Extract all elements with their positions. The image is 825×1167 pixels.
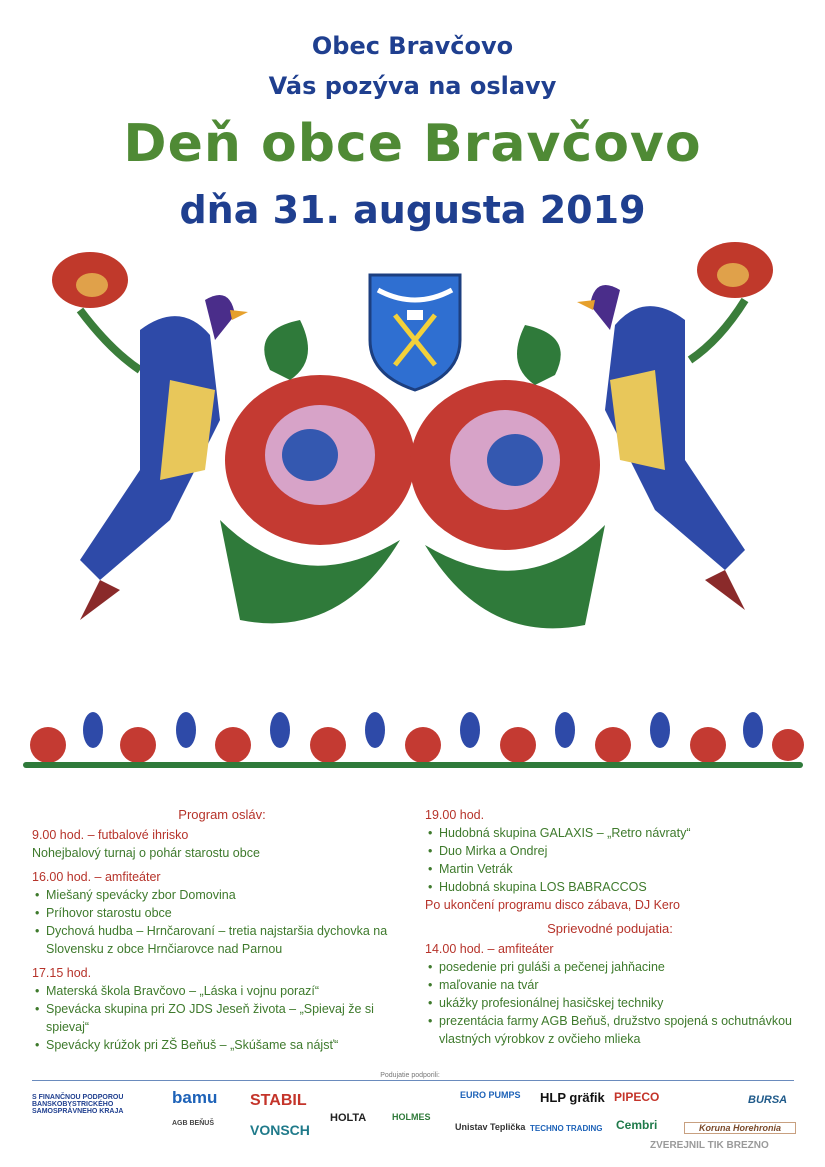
closing-line: Po ukončení programu disco zábava, DJ Kero	[425, 898, 680, 912]
sponsor-logo-technotrading: TECHNO TRADING	[530, 1124, 603, 1133]
block-4-item: • Hudobná skupina LOS BABRACCOS	[425, 878, 795, 896]
sponsor-logo-stabil: STABIL	[250, 1092, 307, 1109]
left-bird-flower	[52, 252, 415, 623]
block-3-item: • Spevácky krúžok pri ZŠ Beňuš – „Skúšame sa nájsť“	[32, 1036, 412, 1054]
sponsor-logo-holmes: HOLMES	[392, 1112, 431, 1122]
sponsor-logo-koruna: Koruna Horehronia	[684, 1122, 796, 1134]
sponsor-logo-hlp: HLP gräfik	[540, 1090, 605, 1105]
invite-line-1: Obec Bravčovo	[311, 32, 514, 60]
block-4-item: • Hudobná skupina GALAXIS – „Retro návraty“	[425, 824, 795, 842]
sponsor-logo-vonsch: VONSCH	[250, 1122, 310, 1138]
sponsors-divider	[32, 1080, 794, 1081]
program-left-column	[32, 806, 412, 1054]
sponsor-logo-bbsk: S FINANČNOU PODPOROU BANSKOBYSTRICKÉHO SAMOSPRÁVNEHO KRAJA	[32, 1094, 124, 1115]
sponsor-logo-cembri: Cembri	[616, 1118, 658, 1132]
right-bird-flower	[410, 242, 773, 628]
block-2-item: • Dychová hudba – Hrnčarovaní – tretia najstaršia dychovka na Slovensku z obce Hrnčiarovce nad Parnou	[32, 922, 412, 958]
sponsor-logo-bamu: bamu	[172, 1088, 218, 1107]
invite-line-2: Vás pozýva na oslavy	[268, 72, 557, 100]
side-event-item: • maľovanie na tvár	[425, 976, 795, 994]
block-4-item: • Duo Mirka a Ondrej	[425, 842, 795, 860]
sponsor-logo-pipeco: PIPECO	[614, 1090, 660, 1104]
sponsor-logo-bursa: BURSA	[748, 1094, 788, 1106]
block-3-item: • Spevácka skupina pri ZO JDS Jeseň života – „Spievaj že si spievaj“	[32, 1000, 412, 1036]
sponsor-logo-holta: HOLTA	[330, 1112, 367, 1124]
event-title: Deň obce Bravčovo	[123, 114, 702, 174]
program-title: Program osláv:	[178, 807, 266, 822]
block-1-line: Nohejbalový turnaj o pohár starostu obce	[32, 846, 260, 860]
block-2-item: • Miešaný spevácky zbor Domovina	[32, 886, 412, 904]
coat-of-arms	[370, 275, 460, 390]
side-events-time: 14.00 hod. – amfiteáter	[425, 942, 554, 956]
published-by-note: ZVEREJNIL TIK BREZNO	[650, 1140, 769, 1151]
program-right-column	[425, 806, 795, 1048]
embroidery-illustration	[20, 240, 805, 690]
block-1-time: 9.00 hod. – futbalové ihrisko	[32, 828, 189, 842]
event-date: dňa 31. augusta 2019	[179, 188, 646, 232]
side-events-title: Sprievodné podujatia:	[547, 921, 673, 936]
sponsor-logo-unistav: Unistav Teplička	[455, 1122, 526, 1132]
decorative-border	[18, 700, 808, 785]
block-4-item: • Martin Vetrák	[425, 860, 795, 878]
block-3-item: • Materská škola Bravčovo – „Láska i vojnu porazí“	[32, 982, 412, 1000]
block-3-time: 17.15 hod.	[32, 966, 92, 980]
sponsor-logo-europumps: EURO PUMPS	[460, 1090, 521, 1100]
side-event-item: • posedenie pri guláši a pečenej jahňacine	[425, 958, 795, 976]
sponsors-caption: Podujatie podporili:	[380, 1072, 440, 1079]
block-2-time: 16.00 hod. – amfiteáter	[32, 870, 161, 884]
block-2-item: • Príhovor starostu obce	[32, 904, 412, 922]
side-event-item: • ukážky profesionálnej hasičskej techniky	[425, 994, 795, 1012]
side-event-item: • prezentácia farmy AGB Beňuš, družstvo spojená s ochutnávkou vlastných výrobkov z ovčieho mlieka	[425, 1012, 795, 1048]
block-4-time: 19.00 hod.	[425, 808, 485, 822]
sponsor-logo-agb: AGB BEŇUŠ	[172, 1120, 215, 1127]
